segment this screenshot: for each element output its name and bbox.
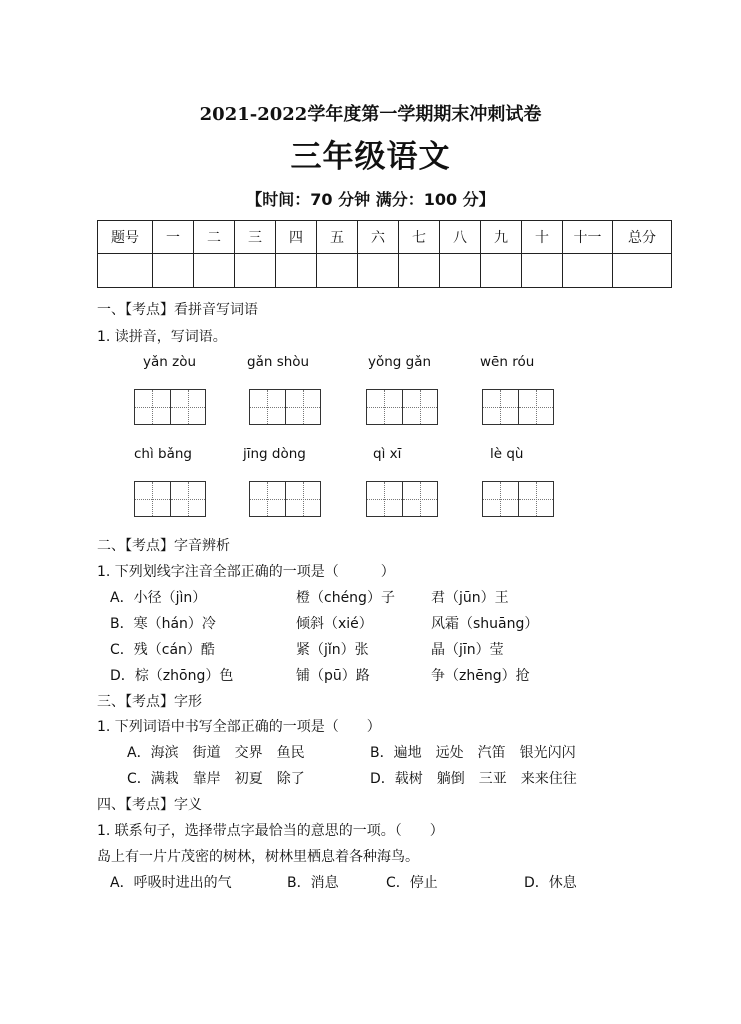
answer-option: 倾斜（xié）: [296, 616, 373, 632]
writing-grid[interactable]: [482, 481, 554, 517]
question-text: 1. 下列词语中书写全部正确的一项是（ ）: [97, 719, 381, 735]
writing-grid[interactable]: [366, 389, 438, 425]
exam-info: 【时间：70 分钟 满分：100 分】: [246, 190, 495, 209]
score-header-cell: 一: [153, 221, 194, 254]
answer-option[interactable]: B．寒（hán）冷: [110, 616, 216, 632]
pinyin-label: jīng dòng: [243, 446, 306, 462]
score-header-cell: 七: [399, 221, 440, 254]
score-header-cell: 六: [358, 221, 399, 254]
score-header-cell: 九: [481, 221, 522, 254]
answer-option[interactable]: C．残（cán）酷: [110, 642, 215, 658]
question-text: 1. 读拼音，写词语。: [97, 329, 227, 345]
writing-grid[interactable]: [134, 481, 206, 517]
score-entry-cell[interactable]: [98, 254, 153, 288]
exam-subject: 三年级语文: [290, 139, 451, 175]
answer-option: 君（jūn）王: [431, 590, 509, 606]
answer-option[interactable]: C．停止: [386, 875, 438, 891]
answer-option[interactable]: C．满栽 靠岸 初夏 除了: [127, 771, 305, 787]
score-header-cell: 十一: [563, 221, 613, 254]
score-entry-cell[interactable]: [153, 254, 194, 288]
pinyin-label: lè qù: [490, 446, 524, 462]
pinyin-label: gǎn shòu: [247, 354, 310, 370]
answer-option: 风霜（shuāng）: [431, 616, 539, 632]
answer-option: 橙（chéng）子: [296, 590, 395, 606]
pinyin-label: yǒng gǎn: [368, 354, 432, 370]
score-entry-cell[interactable]: [194, 254, 235, 288]
score-entry-cell[interactable]: [440, 254, 481, 288]
writing-grid[interactable]: [249, 481, 321, 517]
exam-title: 2021-2022学年度第一学期期末冲刺试卷: [199, 104, 542, 125]
score-table: [97, 220, 672, 288]
score-entry-cell[interactable]: [481, 254, 522, 288]
answer-option: 紧（jǐn）张: [296, 642, 369, 658]
writing-grid[interactable]: [134, 389, 206, 425]
question-text: 1. 下列划线字注音全部正确的一项是（ ）: [97, 564, 395, 580]
score-entry-cell[interactable]: [522, 254, 563, 288]
writing-grid[interactable]: [249, 389, 321, 425]
question-sentence: 岛上有一片片茂密的树林，树林里栖息着各种海鸟。: [97, 849, 419, 865]
section-heading: 三、【考点】字形: [97, 694, 202, 710]
answer-option: 争（zhēng）抢: [431, 668, 530, 684]
pinyin-label: qì xī: [373, 446, 402, 462]
pinyin-label: yǎn zòu: [143, 354, 197, 370]
answer-option: 晶（jīn）莹: [431, 642, 504, 658]
section-heading: 一、【考点】看拼音写词语: [97, 302, 258, 318]
answer-option[interactable]: D．载树 躺倒 三亚 来来住往: [370, 771, 577, 787]
writing-grid[interactable]: [366, 481, 438, 517]
score-header-cell: 总分: [613, 221, 672, 254]
score-entry-cell[interactable]: [317, 254, 358, 288]
score-entry-cell[interactable]: [399, 254, 440, 288]
score-header-cell: 题号: [98, 221, 153, 254]
pinyin-label: wēn róu: [480, 354, 535, 370]
answer-option[interactable]: A．小径（jìn）: [110, 590, 207, 606]
score-header-cell: 四: [276, 221, 317, 254]
answer-option[interactable]: D．休息: [524, 875, 577, 891]
score-entry-cell[interactable]: [613, 254, 672, 288]
score-entry-cell[interactable]: [358, 254, 399, 288]
answer-option[interactable]: B．消息: [287, 875, 339, 891]
answer-option[interactable]: D．棕（zhōng）色: [110, 668, 234, 684]
score-header-cell: 二: [194, 221, 235, 254]
question-text: 1. 联系句子，选择带点字最恰当的意思的一项。（ ）: [97, 823, 444, 839]
score-table-entry-row: [98, 254, 672, 288]
answer-option[interactable]: A．呼吸时进出的气: [110, 875, 232, 891]
score-header-cell: 十: [522, 221, 563, 254]
answer-option[interactable]: B．遍地 远处 汽笛 银光闪闪: [370, 745, 576, 761]
score-table-header-row: [98, 221, 672, 254]
answer-option: 铺（pū）路: [296, 668, 370, 684]
section-heading: 四、【考点】字义: [97, 797, 202, 813]
score-entry-cell[interactable]: [235, 254, 276, 288]
section-heading: 二、【考点】字音辨析: [97, 538, 230, 554]
score-entry-cell[interactable]: [276, 254, 317, 288]
score-header-cell: 八: [440, 221, 481, 254]
score-entry-cell[interactable]: [563, 254, 613, 288]
answer-option[interactable]: A．海滨 街道 交界 鱼民: [127, 745, 305, 761]
score-header-cell: 五: [317, 221, 358, 254]
pinyin-label: chì bǎng: [134, 446, 192, 462]
score-header-cell: 三: [235, 221, 276, 254]
writing-grid[interactable]: [482, 389, 554, 425]
